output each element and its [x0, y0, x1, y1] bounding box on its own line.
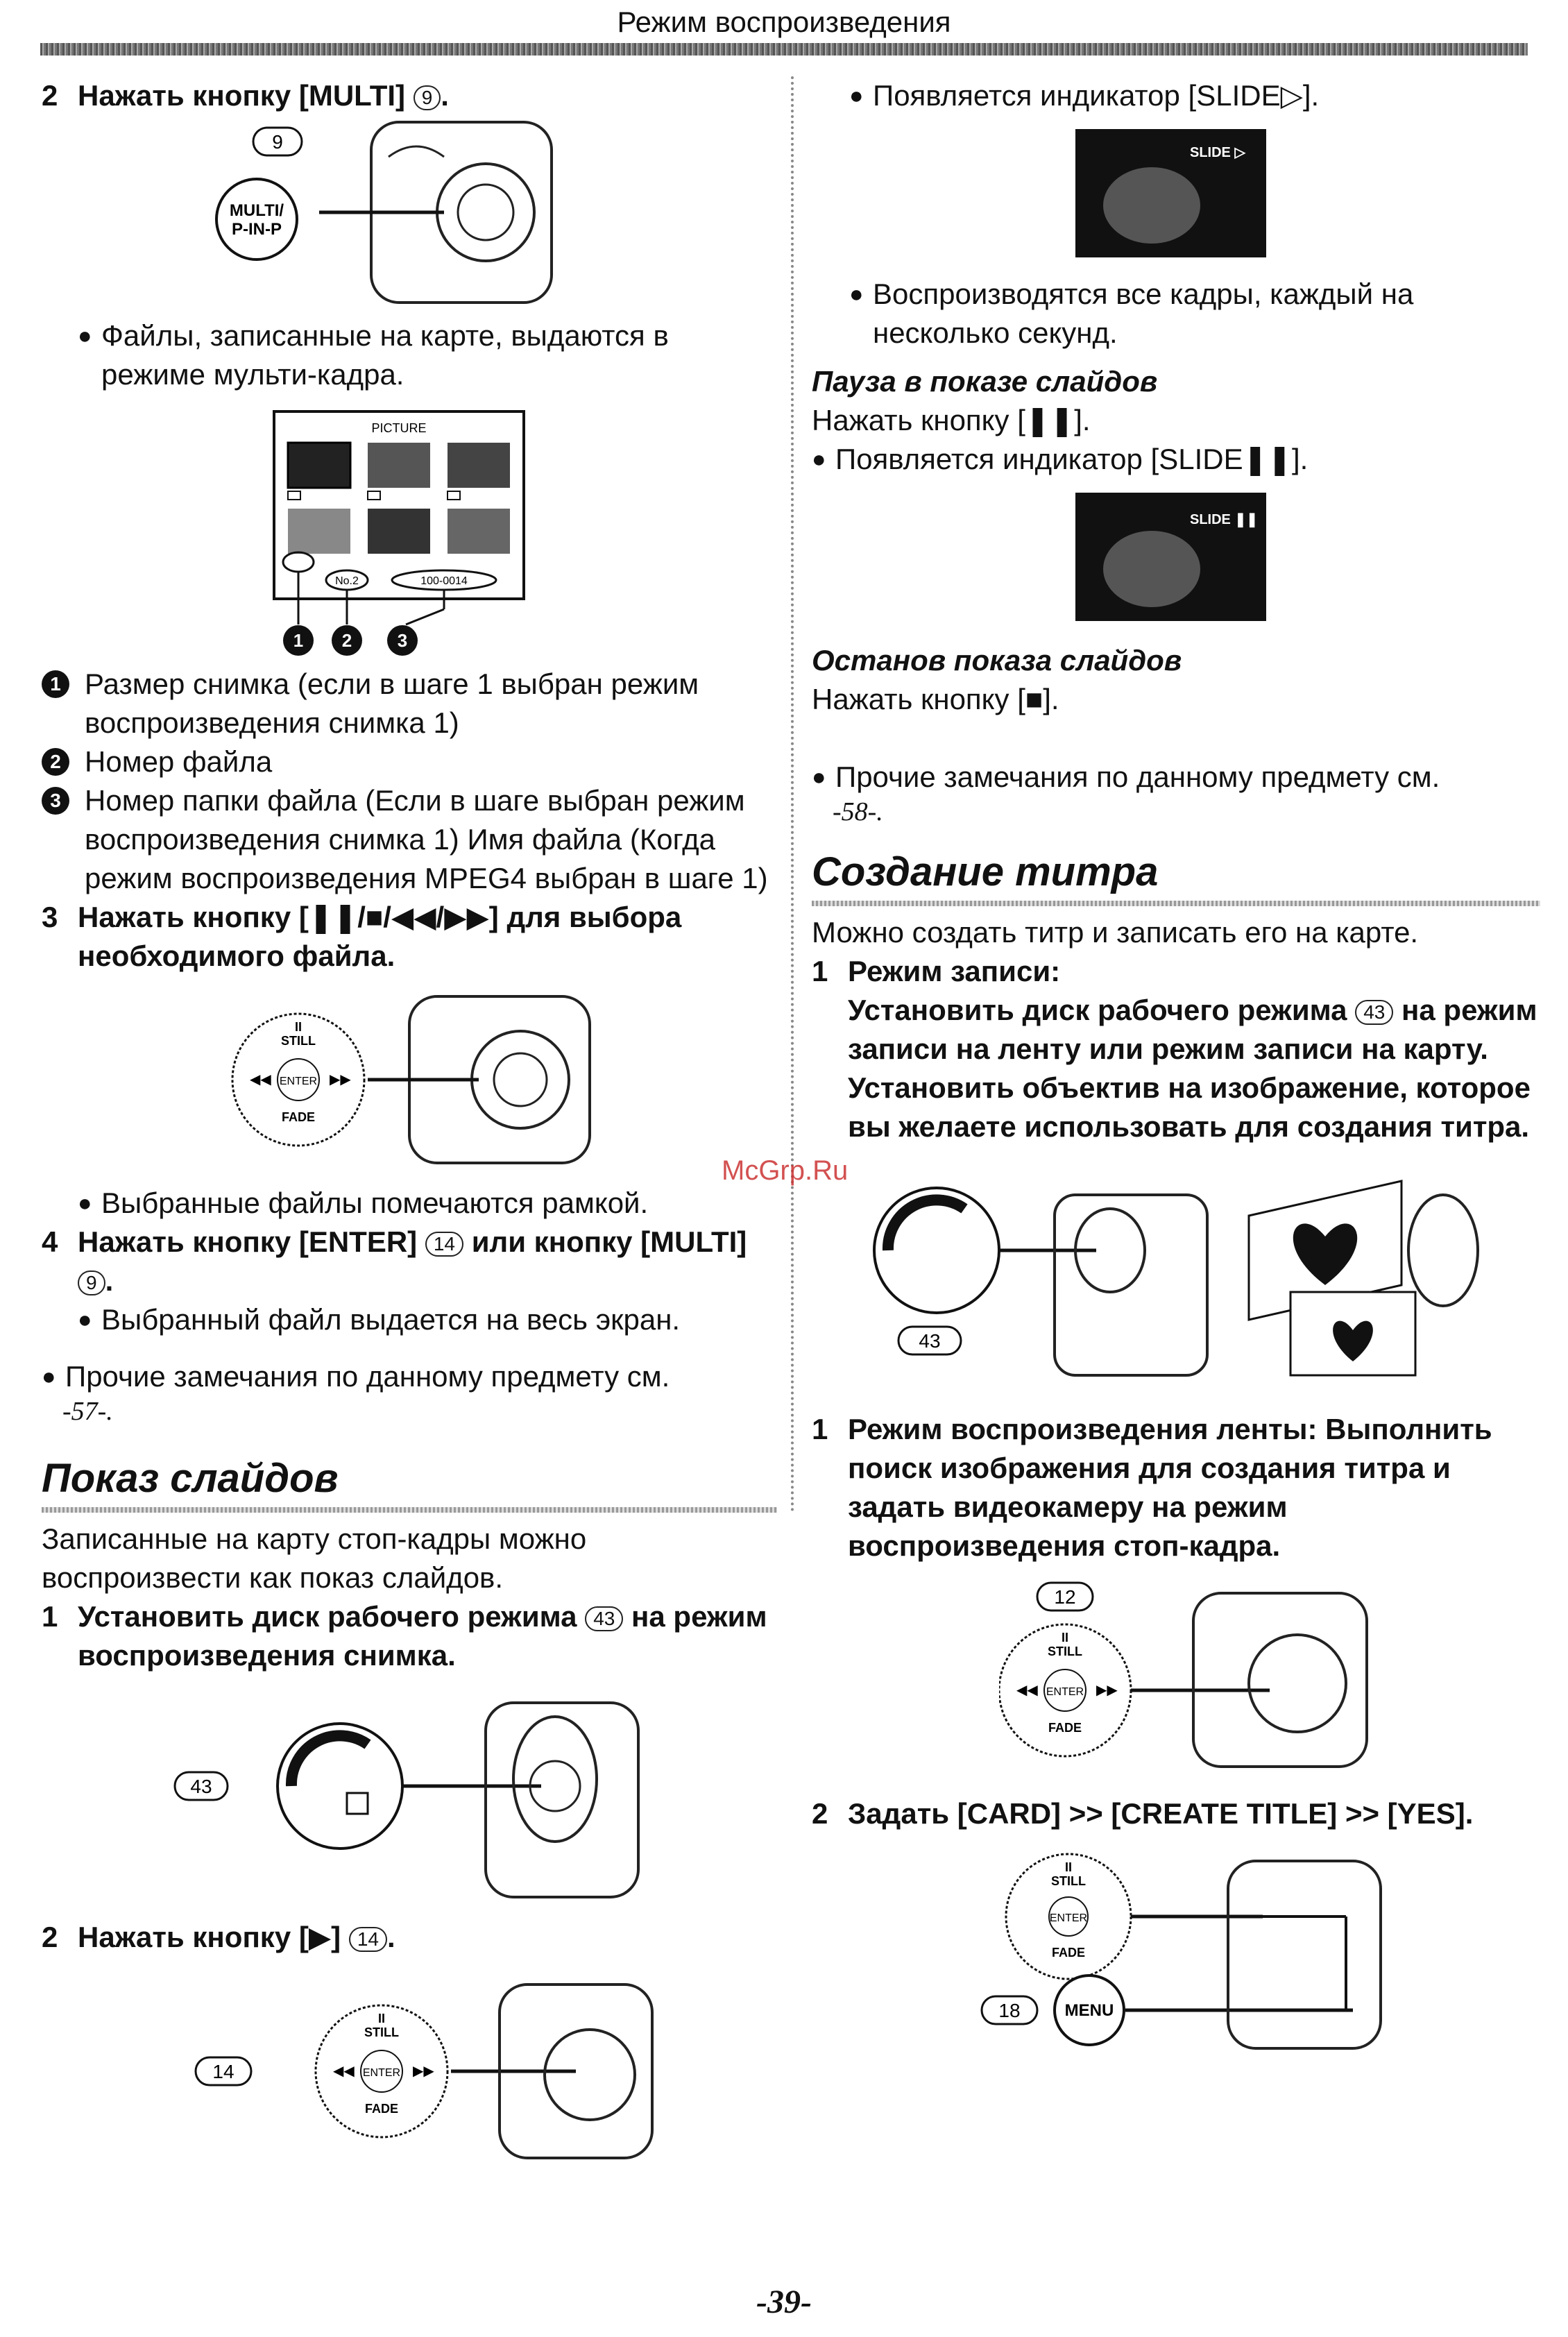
page-ref-57: -57-.	[62, 1397, 113, 1426]
step-number: 2	[812, 1797, 828, 1830]
page-ref-58: -58-.	[833, 797, 883, 826]
step-2-card-menu	[812, 1794, 1540, 1833]
dial-fade: FADE	[281, 1110, 316, 1124]
step-text: Задать [CARD] >> [CREATE TITLE] >> [YES].	[848, 1797, 1474, 1830]
step-text: Нажать кнопку [❚❚/■/◀◀/▶▶] для выбора необходимого файла.	[78, 901, 682, 972]
figure-record-title	[860, 1167, 1540, 1396]
play-dial-illustration	[187, 1971, 659, 2172]
svg-text:ENTER: ENTER	[362, 2067, 401, 2079]
ref-badge: 9	[414, 85, 441, 110]
step-text-a: Установить диск рабочего режима	[78, 1600, 577, 1633]
thumb-1[interactable]	[288, 443, 350, 488]
left-column	[42, 76, 777, 2179]
step-text-a: Нажать кнопку [ENTER]	[78, 1225, 418, 1258]
step-s1-dial	[42, 1597, 777, 1675]
step-3-select	[42, 898, 777, 976]
dial-illustration	[229, 983, 617, 1177]
svg-text:STILL: STILL	[1051, 1874, 1086, 1888]
step-s2-play: 2 Нажать кнопку [▶] 14 .	[42, 1918, 777, 1957]
figure-slide-pause-screen	[1075, 493, 1540, 631]
step-number: 4	[42, 1225, 58, 1258]
bullet-multi-frame: ● Файлы, записанные на карте, выдаются в режиме мульти-кадра.	[78, 316, 777, 394]
mode-dial-illustration	[167, 1689, 652, 1911]
marker-3: 3	[397, 630, 408, 651]
step-number: 1	[42, 1600, 58, 1633]
section-slideshow-title: Показ слайдов	[42, 1454, 777, 1513]
bullet-fullscreen: ● Выбранный файл выдается на весь экран.	[78, 1300, 777, 1339]
legend-marker: 1	[42, 670, 69, 698]
legend-marker: 3	[42, 787, 69, 815]
ref-badge: 9	[78, 1271, 105, 1295]
stop-text: Нажать кнопку [■].	[812, 683, 1059, 715]
ref-9-label: 9	[272, 131, 283, 153]
figure-play-dial	[187, 1971, 777, 2179]
step-text: Режим воспроизведения ленты: Выполнить поиск изображения для создания титра и задать видеокамеру на режим воспроизведения стоп-кадра.	[848, 1413, 1492, 1562]
svg-text:▶▶: ▶▶	[1096, 1683, 1118, 1698]
multi-button-label-1: MULTI/	[229, 201, 284, 220]
pause-text: Нажать кнопку [❚❚].	[812, 404, 1091, 436]
slide-pause-indicator: SLIDE ❚❚	[1190, 512, 1258, 527]
watermark: McGrp.Ru	[722, 1155, 849, 1186]
thumb-6[interactable]	[448, 509, 510, 554]
bullet-slide-pause-indicator: ● Появляется индикатор [SLIDE❚❚].	[812, 440, 1540, 479]
slideshow-intro: Записанные на карту стоп-кадры можно воспроизвести как показ слайдов.	[42, 1522, 587, 1594]
figure-mode-dial	[167, 1689, 777, 1918]
menu-illustration	[964, 1847, 1395, 2062]
figure-menu	[964, 1847, 1540, 2069]
step-text: Нажать кнопку [MULTI]	[78, 79, 406, 112]
bullet-other-notes: ● Прочие замечания по данному предмету см.	[42, 1357, 777, 1396]
figure-dial-select	[229, 983, 777, 1184]
step-number: 3	[42, 901, 58, 933]
step-text: Нажать кнопку [▶]	[78, 1921, 341, 1953]
step-number: 2	[42, 1921, 58, 1953]
svg-text:◀◀: ◀◀	[333, 2064, 355, 2079]
step-1-record	[812, 952, 1540, 1146]
dial-12-illustration	[999, 1579, 1388, 1774]
step-line-2: Установить объектив на изображение, которое вы желаете использовать для создания титра.	[848, 1071, 1531, 1143]
step-number: 1	[812, 1413, 828, 1445]
figure-picture-screen	[271, 408, 777, 665]
thumb-2[interactable]	[368, 443, 430, 488]
dial-pause: II	[294, 1020, 302, 1034]
bullet-marked: ● Выбранные файлы помечаются рамкой.	[78, 1184, 777, 1223]
mode-dial[interactable]	[874, 1188, 999, 1313]
section-title-create: Создание титра	[812, 848, 1540, 906]
svg-text:II: II	[1061, 1631, 1069, 1645]
ref-12-label: 12	[1054, 1586, 1076, 1608]
multi-button-label-2: P-IN-P	[232, 220, 282, 239]
stop-title: Останов показа слайдов	[812, 644, 1182, 677]
legend-text: Размер снимка (если в шаге 1 выбран режим воспроизведения снимка 1)	[85, 668, 699, 739]
right-column	[812, 76, 1540, 2069]
dial-enter: ENTER	[279, 1076, 318, 1087]
svg-text:STILL: STILL	[364, 2025, 399, 2039]
legend-text: Номер файла	[85, 745, 273, 778]
svg-text:FADE: FADE	[364, 2102, 399, 2116]
thumb-3[interactable]	[448, 443, 510, 488]
ref-badge: 14	[349, 1927, 387, 1952]
step-1-tape-playback	[812, 1410, 1540, 1565]
dial-still: STILL	[281, 1034, 316, 1048]
svg-text:STILL: STILL	[1048, 1645, 1082, 1658]
slide-indicator: SLIDE ▷	[1190, 145, 1245, 160]
step-line-1: Установить диск рабочего режима 43 на режим записи на ленту или режим записи на карту.	[848, 994, 1537, 1065]
slide-screen	[1075, 129, 1270, 261]
svg-text:FADE: FADE	[1048, 1721, 1082, 1735]
camera-illustration	[215, 115, 576, 309]
folder-name: 100-0014	[420, 575, 468, 587]
ref-badge: 43	[1355, 1000, 1393, 1025]
slide-pause-screen	[1075, 493, 1270, 624]
thumb-5[interactable]	[368, 509, 430, 554]
bullet-slide-indicator: ● Появляется индикатор [SLIDE▷].	[849, 76, 1540, 115]
svg-text:▶▶: ▶▶	[330, 1072, 351, 1087]
mode-dial[interactable]	[278, 1724, 402, 1849]
figure-slide-screen	[1075, 129, 1540, 268]
page-header	[0, 0, 1568, 57]
screen-title: PICTURE	[371, 421, 427, 435]
step-2-multi: 2 Нажать кнопку [MULTI] 9 .	[42, 76, 777, 115]
header-rule	[40, 43, 1528, 56]
legend-text: Номер папки файла (Если в шаге выбран режим воспроизведения снимка 1) Имя файла (Когда режим воспроизведения MPEG4 выбран в шаге 1)	[85, 784, 768, 894]
menu-button-label: MENU	[1064, 2001, 1114, 2020]
record-illustration	[860, 1167, 1485, 1389]
pause-title: Пауза в показе слайдов	[812, 365, 1158, 398]
thumb-4[interactable]	[288, 509, 350, 554]
step-4-enter: 4 Нажать кнопку [ENTER] 14 или кнопку [MULTI] 9 .	[42, 1223, 777, 1300]
svg-text:◀◀: ◀◀	[1016, 1683, 1038, 1698]
ref-43-label: 43	[190, 1776, 212, 1797]
figure-multi-button	[215, 115, 777, 316]
ref-14-label: 14	[212, 2061, 235, 2082]
bullet-other-notes-right: ● Прочие замечания по данному предмету см.	[812, 758, 1540, 797]
legend-item-3	[42, 781, 777, 898]
ref-43-label: 43	[919, 1330, 941, 1352]
legend-marker: 2	[42, 748, 69, 776]
legend-item-1	[42, 665, 777, 742]
svg-text:ENTER: ENTER	[1046, 1686, 1084, 1698]
step-text-b: или кнопку [MULTI]	[471, 1225, 747, 1258]
file-number: No.2	[335, 575, 359, 587]
multi-frame-screen	[271, 408, 569, 665]
ref-badge: 14	[425, 1232, 463, 1257]
step-number: 1	[812, 955, 828, 987]
svg-text:▶▶: ▶▶	[413, 2064, 434, 2079]
svg-text:◀◀: ◀◀	[250, 1072, 271, 1087]
marker-1: 1	[293, 630, 304, 651]
header-title: Режим воспроизведения	[617, 6, 951, 38]
step-text-b: на режим воспроизведения снимка.	[78, 1600, 767, 1672]
ref-badge: 43	[585, 1606, 623, 1631]
figure-dial-12	[999, 1579, 1540, 1781]
legend-item-2	[42, 742, 777, 781]
marker-2: 2	[341, 630, 352, 651]
svg-text:II: II	[1064, 1860, 1073, 1874]
svg-text:ENTER: ENTER	[1049, 1912, 1088, 1924]
column-divider	[791, 76, 794, 1513]
svg-text:FADE: FADE	[1051, 1946, 1086, 1960]
ref-18-label: 18	[998, 2000, 1021, 2021]
svg-text:II: II	[377, 2012, 386, 2025]
page-number: -39-	[756, 2284, 812, 2320]
bullet-all-frames: ● Воспроизводятся все кадры, каждый на несколько секунд.	[849, 275, 1540, 352]
step-number: 2	[42, 79, 58, 112]
step-title: Режим записи:	[848, 955, 1061, 987]
create-intro: Можно создать титр и записать его на карте.	[812, 916, 1419, 949]
